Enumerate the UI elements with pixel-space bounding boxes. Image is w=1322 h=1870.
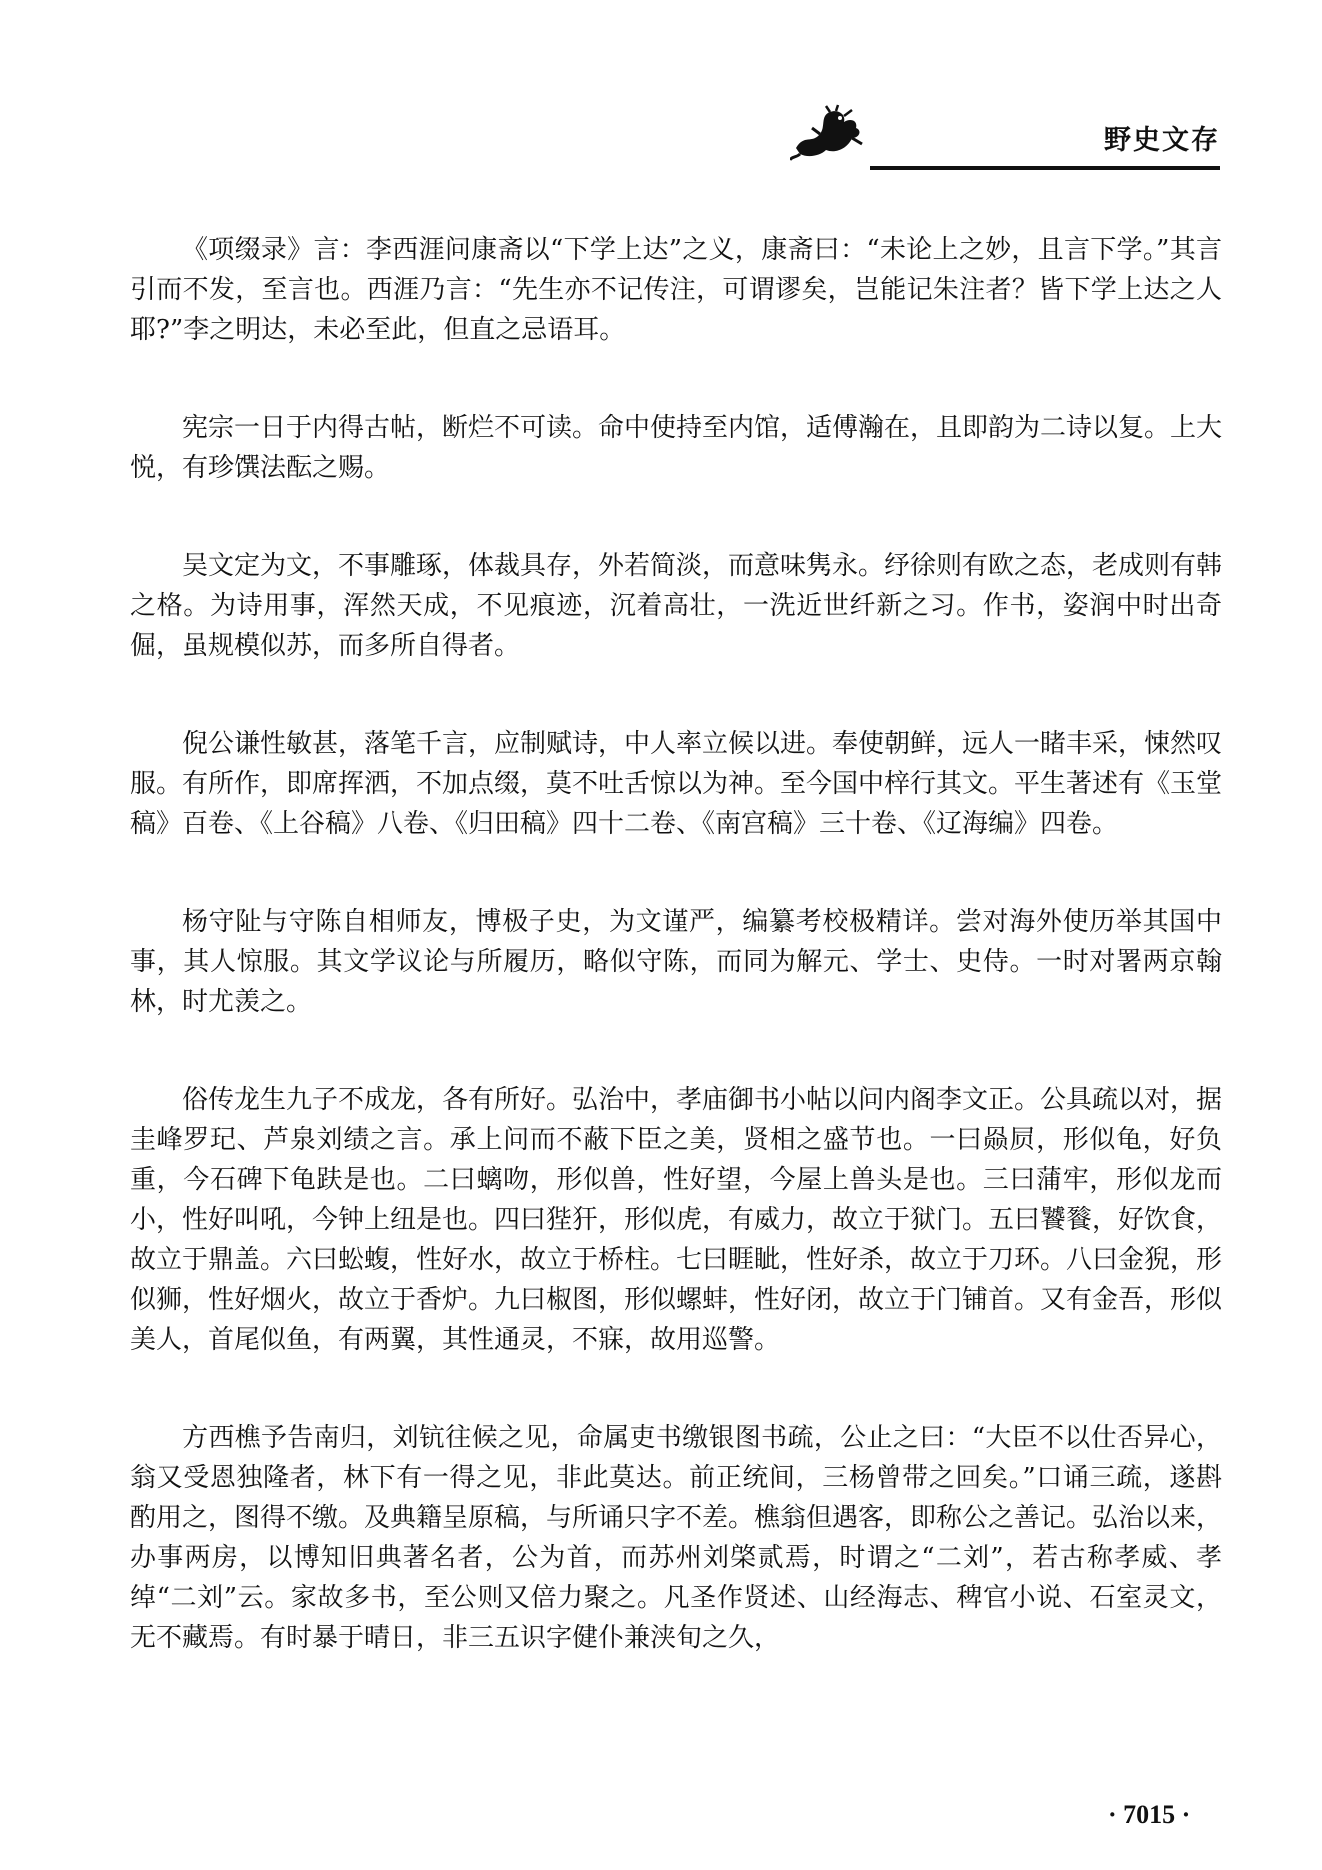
paragraph: 宪宗一日于内得古帖，断烂不可读。命中使持至内馆，适傅瀚在，且即韵为二诗以复。上大悦，有珍馔法酝之赐。 <box>130 413 1223 483</box>
paragraph: 杨守阯与守陈自相师友，博极子史，为文谨严，编纂考校极精详。尝对海外使历举其国中事，其人惊服。其文学议论与所履历，略似守陈，而同为解元、学士、史侍。一时对署两京翰林，时尤羡之。 <box>130 907 1222 1017</box>
body-text <box>130 230 1222 1716</box>
dragon-icon <box>790 104 870 164</box>
header-rule <box>870 166 1220 170</box>
paragraph: 方西樵予告南归，刘钪往候之见，命属吏书缴银图书疏，公止之曰：“大臣不以仕否异心，翁又受恩独隆者，林下有一得之见，非此莫达。前正统间，三杨曾带之回矣。”口诵三疏，遂斟酌用之，图得不缴。及典籍呈原稿，与所诵只字不差。樵翁但遇客，即称公之善记。弘治以来，办事两房，以博知旧典著名者，公为首，而苏州刘棨贰焉，时谓之“二刘”，若古称孝威、孝绰“二刘”云。家故多书，至公则又倍力聚之。凡圣作贤述、山经海志、稗官小说、石室灵文，无不藏焉。有时暴于晴日，非三五识字健仆兼浃旬之久， <box>130 1423 1223 1653</box>
running-header <box>790 100 1220 170</box>
paragraph: 吴文定为文，不事雕琢，体裁具存，外若简淡，而意味隽永。纾徐则有欧之态，老成则有韩之格。为诗用事，浑然天成，不见痕迹，沉着高壮，一洗近世纤新之习。作书，姿润中时出奇倔，虽规模似苏，而多所自得者。 <box>130 551 1223 661</box>
paragraph: 倪公谦性敏甚，落笔千言，应制赋诗，中人率立候以进。奉使朝鲜，远人一睹丰采，悚然叹服。有所作，即席挥洒，不加点缀，莫不吐舌惊以为神。至今国中梓行其文。平生著述有《玉堂稿》百卷、《上谷稿》八卷、《归田稿》四十二卷、《南宫稿》三十卷、《辽海编》四卷。 <box>130 729 1223 839</box>
paragraph: 《项缀录》言：李西涯问康斋以“下学上达”之义，康斋曰：“未论上之妙，且言下学。”其言引而不发，至言也。西涯乃言：“先生亦不记传注，可谓谬矣，岂能记朱注者？皆下学上达之人耶?”李之明达，未必至此，但直之忌语耳。 <box>130 235 1222 345</box>
paragraph: 俗传龙生九子不成龙，各有所好。弘治中，孝庙御书小帖以问内阁李文正。公具疏以对，据圭峰罗玘、芦泉刘绩之言。承上问而不蔽下臣之美，贤相之盛节也。一曰赑屃，形似龟，好负重，今石碑下龟趺是也。二曰螭吻，形似兽，性好望，今屋上兽头是也。三曰蒲牢，形似龙而小，性好叫吼，今钟上纽是也。四曰狴犴，形似虎，有威力，故立于狱门。五曰饕餮，好饮食，故立于鼎盖。六曰蚣蝮，性好水，故立于桥柱。七曰睚眦，性好杀，故立于刀环。八曰金猊，形似狮，性好烟火，故立于香炉。九曰椒图，形似螺蚌，性好闭，故立于门铺首。又有金吾，形似美人，首尾似鱼，有两翼，其性通灵，不寐，故用巡警。 <box>130 1085 1223 1355</box>
header-title: 野史文存 <box>1104 125 1220 156</box>
page-number: · 7015 · <box>1108 1800 1191 1829</box>
